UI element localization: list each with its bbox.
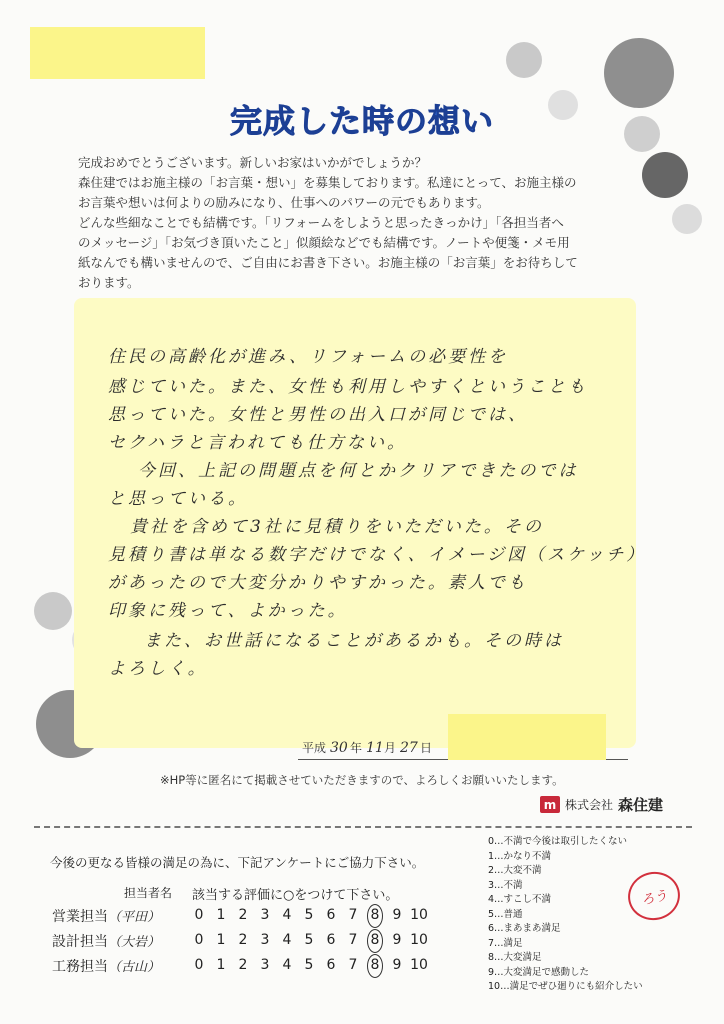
legend-item: 8…大変満足 (488, 952, 542, 963)
handwritten-line: 貴社を含めて3社に見積りをいただいた。その (130, 517, 544, 537)
rating-option[interactable]: 5 (304, 932, 314, 948)
role-label: 設計担当 (52, 934, 108, 950)
rating-option[interactable]: 9 (392, 932, 402, 948)
intro-line: のメッセージ」「お気づき頂いたこと」似顔絵などでも結構です。ノートや便箋・メモ用 (78, 235, 570, 250)
intro-line: 紙なんでも構いませんので、ご自由にお書き下さい。お施主様の「お言葉」をお待ちして (78, 255, 578, 270)
intro-line: どんな些細なことでも結構です。「リフォームをしようと思ったきっかけ」「各担当者へ (78, 215, 564, 230)
redacted-signature (448, 714, 606, 760)
rating-option[interactable]: 10 (410, 957, 428, 973)
handwritten-line: セクハラと言われても仕方ない。 (108, 433, 407, 453)
rating-scale[interactable] (188, 907, 430, 923)
handwritten-stamp: ろう (624, 867, 685, 925)
handwritten-line: と思っている。 (108, 489, 248, 509)
legend-item: 4…すこし不満 (488, 894, 552, 905)
legend-item: 9…大変満足で感動した (488, 966, 590, 978)
intro-line: 完成おめでとうございます。新しいお家はいかがでしょうか？ (78, 155, 428, 170)
legend-item: 1…かなり不満 (488, 850, 552, 862)
intro-line: おります。 (78, 275, 140, 290)
rating-option[interactable]: 9 (392, 957, 402, 973)
survey-row-sales (52, 906, 160, 926)
cut-line (34, 826, 692, 828)
rating-option[interactable]: 0 (194, 907, 204, 923)
rating-option[interactable]: 8 (364, 907, 386, 923)
handwritten-line: 見積り書は単なる数字だけでなく、イメージ図（スケッチ） (108, 545, 647, 565)
rating-instruction: 該当する評価に○をつけて下さい。 (192, 888, 399, 903)
legend-item: 0…不満で今後は取引したくない (488, 836, 628, 847)
rating-option[interactable]: 7 (348, 907, 358, 923)
legend-item: 3…不満 (488, 879, 523, 891)
handwritten-line: 住民の高齢化が進み、リフォームの必要性を (108, 347, 509, 367)
date-year: 30 (330, 740, 348, 756)
rating-option[interactable]: 1 (216, 932, 226, 948)
staff-header: 担当者名 (124, 886, 173, 900)
decor-circle (506, 42, 542, 78)
company-logo-icon: m (540, 796, 560, 813)
legend-item: 6…まあまあ満足 (488, 923, 561, 934)
rating-option[interactable]: 4 (282, 957, 292, 973)
staff-name: （平田） (108, 910, 161, 925)
rating-option[interactable]: 3 (260, 932, 270, 948)
role-label: 工務担当 (52, 959, 108, 975)
rating-option[interactable]: 5 (304, 957, 314, 973)
company-prefix: 株式会社 (565, 798, 614, 812)
handwritten-line: よろしく。 (108, 659, 208, 679)
staff-name: （大岩） (108, 935, 161, 950)
rating-option[interactable]: 1 (216, 957, 226, 973)
date-year-unit: 年 (350, 741, 363, 755)
company-name: 森住建 (618, 796, 664, 814)
intro-text (78, 153, 638, 293)
anonymity-notice: ※HP等に匿名にて掲載させていただきますので、よろしくお願いいたします。 (160, 773, 564, 787)
rating-legend (488, 835, 643, 995)
survey-row-construction (52, 956, 160, 976)
handwritten-line: 今回、上記の問題点を何とかクリアできたのでは (138, 461, 579, 481)
handwritten-line: 思っていた。女性と男性の出入口が同じでは、 (108, 405, 528, 425)
rating-option[interactable]: 4 (282, 932, 292, 948)
handwritten-line: 印象に残って、よかった。 (108, 601, 348, 621)
rating-option[interactable]: 7 (348, 957, 358, 973)
decor-circle (672, 204, 702, 234)
rating-option[interactable]: 8 (364, 957, 386, 973)
handwritten-line: 感じていた。また、女性も利用しやすくということも (108, 377, 588, 397)
decor-circle (34, 592, 72, 630)
rating-option[interactable]: 7 (348, 932, 358, 948)
legend-item: 5…普通 (488, 908, 523, 920)
rating-option[interactable]: 3 (260, 907, 270, 923)
date-month: 11 (366, 740, 384, 756)
rating-option[interactable]: 0 (194, 932, 204, 948)
legend-item: 10…満足でぜひ廻りにも紹介したい (488, 981, 643, 992)
date-era: 平成 (302, 741, 327, 755)
rating-option[interactable]: 3 (260, 957, 270, 973)
rating-option[interactable]: 2 (238, 932, 248, 948)
rating-option[interactable]: 6 (326, 957, 336, 973)
decor-circle (642, 152, 688, 198)
staff-name: （古山） (108, 960, 161, 975)
rating-option[interactable]: 0 (194, 957, 204, 973)
rating-option[interactable]: 2 (238, 907, 248, 923)
intro-line: お言葉や想いは何よりの励みになり、仕事へのパワーの元でもあります。 (78, 195, 490, 210)
redacted-name (30, 27, 205, 79)
page-title: 完成した時の想い (229, 102, 494, 140)
survey-title: 今後の更なる皆様の満足の為に、下記アンケートにご協力下さい。 (50, 855, 425, 870)
handwritten-line: また、お世話になることがあるかも。その時は (144, 631, 564, 651)
company-mark (540, 794, 663, 815)
rating-option[interactable]: 10 (410, 932, 428, 948)
legend-item: 2…大変不満 (488, 865, 542, 876)
rating-scale[interactable] (188, 932, 430, 948)
rating-option[interactable]: 5 (304, 907, 314, 923)
rating-option[interactable]: 9 (392, 907, 402, 923)
rating-option[interactable]: 1 (216, 907, 226, 923)
survey-row-design (52, 931, 160, 951)
date-month-unit: 月 (384, 741, 397, 755)
rating-option[interactable]: 6 (326, 907, 336, 923)
role-label: 営業担当 (52, 909, 108, 925)
date-day: 27 (400, 740, 418, 756)
rating-scale[interactable] (188, 957, 430, 973)
handwritten-line: があったので大変分かりやすかった。素人でも (108, 573, 528, 593)
date-day-unit: 日 (420, 741, 433, 755)
intro-line: 森住建ではお施主様の「お言葉・想い」を募集しております。私達にとって、お施主様の (78, 175, 577, 190)
legend-item: 7…満足 (488, 937, 523, 949)
rating-option[interactable]: 4 (282, 907, 292, 923)
rating-option[interactable]: 2 (238, 957, 248, 973)
rating-option[interactable]: 6 (326, 932, 336, 948)
rating-option[interactable]: 10 (410, 907, 428, 923)
rating-option[interactable]: 8 (364, 932, 386, 948)
